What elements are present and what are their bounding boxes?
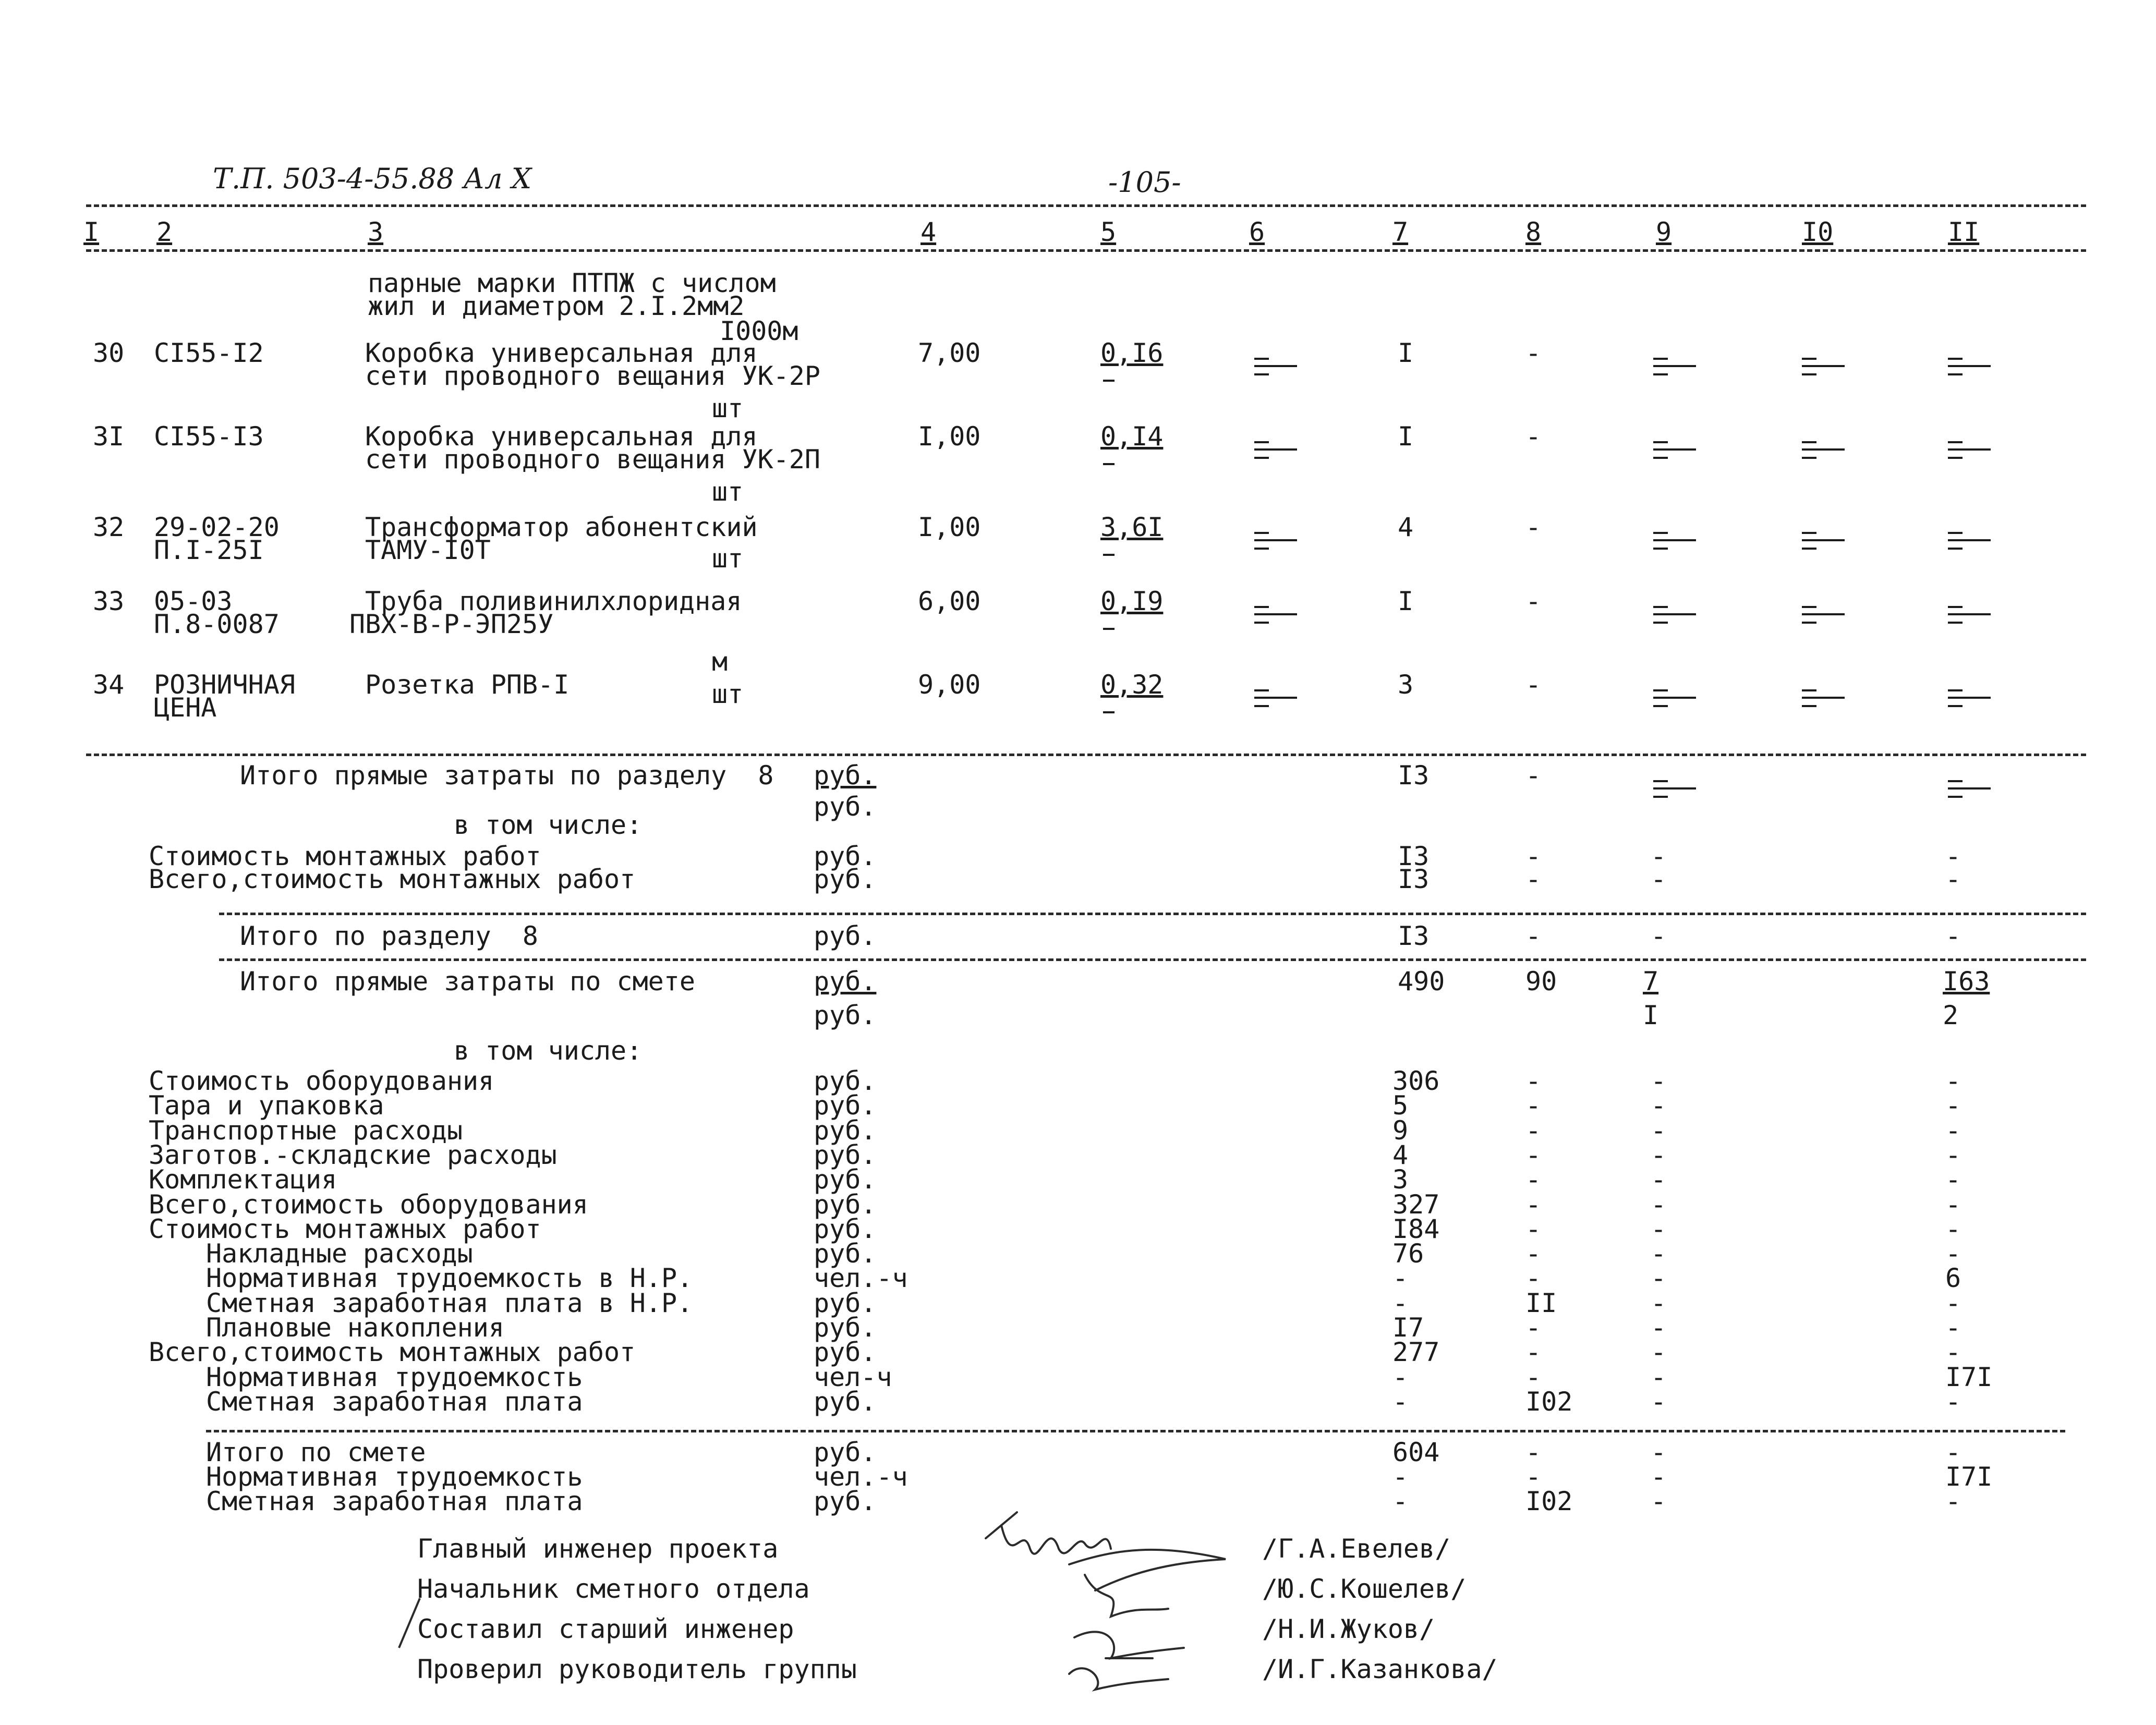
- section-direct-costs-col7: I3: [1398, 760, 1430, 791]
- estimate-total-col8: -: [1525, 1437, 1542, 1467]
- doc-code: Т.П. 503-4-55.88 Ал X: [213, 162, 532, 195]
- signatory-role: Главный инженер проекта: [417, 1534, 779, 1564]
- section-direct-costs-label: Итого прямые затраты по разделу 8: [240, 760, 774, 791]
- including-label: в том числе:: [454, 810, 643, 840]
- row-code: РОЗНИЧНАЯ: [154, 670, 295, 700]
- summary-line-col8: -: [1525, 841, 1542, 871]
- summary-line-col11: -: [1945, 1115, 1961, 1146]
- dashed-rule: [206, 1430, 2065, 1432]
- estimate-total-col7: -: [1392, 1486, 1409, 1516]
- summary-line-col11: -: [1945, 1337, 1961, 1368]
- row-description: ТАМУ-I0Т: [365, 535, 491, 565]
- row-code: П.8-0087: [154, 609, 280, 639]
- summary-line-col7: I3: [1398, 864, 1430, 894]
- summary-line-col11: -: [1945, 1386, 1961, 1417]
- summary-line-col11: -: [1945, 864, 1961, 894]
- summary-line-col7: 3: [1392, 1164, 1409, 1195]
- estimate-total-unit: руб.: [814, 1486, 877, 1516]
- summary-line-col8: -: [1525, 1066, 1542, 1096]
- estimate-total-col9: -: [1651, 1462, 1667, 1492]
- estimate-total-col11: I7I: [1945, 1462, 1993, 1492]
- estimate-direct-costs-col11: 2: [1943, 1000, 1959, 1030]
- row-code: CI55-I3: [154, 421, 264, 452]
- summary-line-col8: -: [1525, 1090, 1542, 1121]
- summary-line-label: Нормативная трудоемкость в Н.Р.: [206, 1263, 693, 1294]
- summary-line-col9: -: [1651, 841, 1667, 871]
- summary-line-col8: -: [1525, 1238, 1542, 1269]
- column-header: 6: [1249, 217, 1265, 247]
- summary-line-col7: 76: [1392, 1238, 1424, 1269]
- row-unit-price: 0,I9: [1100, 586, 1164, 616]
- summary-line-col11: -: [1945, 1189, 1961, 1220]
- row-unit: шт: [712, 477, 744, 507]
- summary-line-col7: -: [1392, 1263, 1409, 1294]
- summary-line-label: Всего,стоимость монтажных работ: [149, 1337, 636, 1368]
- row-code: ЦЕНА: [154, 693, 217, 723]
- row-col8: -: [1525, 670, 1542, 700]
- estimate-total-label: Нормативная трудоемкость: [206, 1462, 583, 1492]
- estimate-direct-costs-col9: I: [1643, 1000, 1659, 1030]
- row-col7: I: [1398, 338, 1414, 368]
- estimate-total-unit: чел.-ч: [814, 1462, 908, 1492]
- summary-line-col8: -: [1525, 864, 1542, 894]
- summary-line-col11: -: [1945, 1213, 1961, 1244]
- summary-line-col8: -: [1525, 1313, 1542, 1343]
- summary-line-col8: -: [1525, 1213, 1542, 1244]
- summary-line-col11: -: [1945, 1139, 1961, 1170]
- summary-line-col9: -: [1651, 864, 1667, 894]
- row-quantity: I,00: [918, 421, 981, 452]
- column-header: II: [1948, 217, 1980, 247]
- dash-mark: [1103, 628, 1115, 630]
- row-quantity: 7,00: [918, 338, 981, 368]
- summary-line-label: Сметная заработная плата в Н.Р.: [206, 1287, 693, 1318]
- column-header: I: [83, 217, 100, 247]
- summary-line-col8: -: [1525, 1164, 1542, 1195]
- header-rule: [86, 204, 2086, 207]
- ditto-mark: [1648, 355, 1695, 381]
- ditto-mark: [1648, 603, 1695, 629]
- column-header: 2: [156, 217, 173, 247]
- summary-line-col9: -: [1651, 1263, 1667, 1294]
- ditto-mark: [1249, 603, 1296, 629]
- row-col8: -: [1525, 421, 1542, 452]
- section-direct-costs-col8: -: [1525, 760, 1542, 791]
- ditto-mark: [1943, 355, 1990, 381]
- row-unit-price: 0,I6: [1100, 338, 1164, 368]
- summary-line-col11: I7I: [1945, 1362, 1993, 1392]
- row-description: ПВХ-В-Р-ЭП25У: [349, 609, 554, 639]
- estimate-direct-costs-col9: 7: [1643, 966, 1659, 997]
- column-header: 5: [1100, 217, 1117, 247]
- ditto-mark: [1249, 355, 1296, 381]
- row-col7: 4: [1398, 512, 1414, 542]
- row-description: Коробка универсальная для: [365, 338, 758, 368]
- summary-line-col7: 9: [1392, 1115, 1409, 1146]
- section-total-col9: -: [1651, 921, 1667, 951]
- row-quantity: 9,00: [918, 670, 981, 700]
- dashed-rule: [219, 913, 2086, 915]
- estimate-total-col9: -: [1651, 1437, 1667, 1467]
- summary-line-col7: -: [1392, 1386, 1409, 1417]
- ditto-mark: [1797, 686, 1844, 712]
- summary-line-col8: -: [1525, 1362, 1542, 1392]
- summary-line-col11: 6: [1945, 1263, 1961, 1294]
- column-header: 9: [1656, 217, 1672, 247]
- estimate-total-label: Итого по смете: [206, 1437, 426, 1467]
- section-total-col8: -: [1525, 921, 1542, 951]
- row-code: 05-03: [154, 586, 233, 616]
- column-header: 3: [368, 217, 384, 247]
- ditto-mark: [1249, 686, 1296, 712]
- dashed-rule: [219, 958, 2086, 961]
- summary-line-label: Заготов.-складские расходы: [149, 1139, 557, 1170]
- row-number: 32: [93, 512, 125, 542]
- summary-line-col11: -: [1945, 841, 1961, 871]
- dash-mark: [1103, 380, 1115, 382]
- dash-mark: [1103, 711, 1115, 713]
- row-unit-price: 3,6I: [1100, 512, 1164, 542]
- pen-mark: [394, 1596, 425, 1653]
- item-unit: I000м: [720, 316, 798, 346]
- summary-line-unit: руб.: [814, 1189, 877, 1220]
- row-code: 29-02-20: [154, 512, 280, 542]
- ditto-mark: [1648, 686, 1695, 712]
- summary-line-label: Стоимость оборудования: [149, 1066, 494, 1096]
- summary-line-unit: чел-ч: [814, 1362, 892, 1392]
- column-header: I0: [1802, 217, 1834, 247]
- row-col8: -: [1525, 512, 1542, 542]
- summary-line-col9: -: [1651, 1386, 1667, 1417]
- summary-line-col9: -: [1651, 1066, 1667, 1096]
- column-header: 4: [920, 217, 937, 247]
- section-total-label: Итого по разделу 8: [240, 921, 538, 951]
- summary-line-col8: -: [1525, 1115, 1542, 1146]
- unit-label: руб.: [814, 792, 877, 822]
- summary-line-col11: -: [1945, 1090, 1961, 1121]
- ditto-mark: [1249, 529, 1296, 555]
- summary-line-col7: 5: [1392, 1090, 1409, 1121]
- ditto-mark: [1797, 355, 1844, 381]
- summary-line-unit: руб.: [814, 1164, 877, 1195]
- row-number: 30: [93, 338, 125, 368]
- ditto-mark: [1943, 603, 1990, 629]
- unit-label: руб.: [814, 1000, 877, 1030]
- summary-line-col9: -: [1651, 1139, 1667, 1170]
- summary-line-col7: I3: [1398, 841, 1430, 871]
- signatory-role: Проверил руководитель группы: [417, 1654, 857, 1684]
- row-unit: шт: [712, 543, 744, 574]
- summary-line-col9: -: [1651, 1287, 1667, 1318]
- summary-line-unit: руб.: [814, 864, 877, 894]
- row-description: сети проводного вещания УК-2П: [365, 444, 820, 475]
- summary-line-label: Сметная заработная плата: [206, 1386, 583, 1417]
- summary-line-label: Нормативная трудоемкость: [206, 1362, 583, 1392]
- estimate-total-col11: -: [1945, 1486, 1961, 1516]
- summary-line-unit: руб.: [814, 1337, 877, 1368]
- ditto-mark: [1943, 529, 1990, 555]
- summary-line-unit: руб.: [814, 1238, 877, 1269]
- summary-line-label: Стоимость монтажных работ: [149, 1213, 541, 1244]
- summary-line-col9: -: [1651, 1164, 1667, 1195]
- summary-line-label: Всего,стоимость монтажных работ: [149, 864, 636, 894]
- summary-line-unit: руб.: [814, 1115, 877, 1146]
- row-quantity: I,00: [918, 512, 981, 542]
- summary-line-unit: руб.: [814, 1139, 877, 1170]
- estimate-direct-costs-label: Итого прямые затраты по смете: [240, 966, 695, 997]
- ditto-mark: [1797, 529, 1844, 555]
- summary-line-col7: 306: [1392, 1066, 1440, 1096]
- row-col7: 3: [1398, 670, 1414, 700]
- row-description: Розетка РПВ-I: [365, 670, 570, 700]
- summary-line-unit: руб.: [814, 841, 877, 871]
- ditto-mark: [1648, 438, 1695, 464]
- summary-line-col8: -: [1525, 1189, 1542, 1220]
- summary-line-col11: -: [1945, 1164, 1961, 1195]
- item-description: жил и диаметром 2.I.2мм2: [368, 291, 745, 321]
- estimate-direct-costs-col8: 90: [1525, 966, 1557, 997]
- section-total-col11: -: [1945, 921, 1961, 951]
- summary-line-col11: -: [1945, 1287, 1961, 1318]
- summary-line-col7: 277: [1392, 1337, 1440, 1368]
- row-unit-price: 0,I4: [1100, 421, 1164, 452]
- dash-mark: [1103, 554, 1115, 556]
- column-header-rule: [86, 249, 2086, 252]
- summary-line-col9: -: [1651, 1189, 1667, 1220]
- row-number: 3I: [93, 421, 125, 452]
- summary-line-label: Всего,стоимость оборудования: [149, 1189, 588, 1220]
- summary-line-col8: II: [1525, 1287, 1557, 1318]
- summary-line-col7: -: [1392, 1362, 1409, 1392]
- row-col7: I: [1398, 586, 1414, 616]
- row-description: Коробка универсальная для: [365, 421, 758, 452]
- summary-line-label: Транспортные расходы: [149, 1115, 463, 1146]
- signatory-role: Начальник сметного отдела: [417, 1574, 810, 1604]
- summary-line-col9: -: [1651, 1313, 1667, 1343]
- row-col8: -: [1525, 338, 1542, 368]
- estimate-total-col7: 604: [1392, 1437, 1440, 1467]
- summary-line-col7: I7: [1392, 1313, 1424, 1343]
- row-col8: -: [1525, 586, 1542, 616]
- page-number: -105-: [1108, 166, 1181, 199]
- summary-line-col8: -: [1525, 1263, 1542, 1294]
- ditto-mark: [1943, 438, 1990, 464]
- including-label: в том числе:: [454, 1036, 643, 1066]
- summary-line-col9: -: [1651, 1337, 1667, 1368]
- summary-line-unit: руб.: [814, 1313, 877, 1343]
- row-number: 34: [93, 670, 125, 700]
- estimate-total-col8: -: [1525, 1462, 1542, 1492]
- summary-line-col7: -: [1392, 1287, 1409, 1318]
- section-total-col7: I3: [1398, 921, 1430, 951]
- summary-line-col8: -: [1525, 1139, 1542, 1170]
- summary-line-col7: 4: [1392, 1139, 1409, 1170]
- summary-line-label: Накладные расходы: [206, 1238, 473, 1269]
- summary-line-unit: чел.-ч: [814, 1263, 908, 1294]
- row-description: сети проводного вещания УК-2Р: [365, 361, 820, 391]
- estimate-total-col7: -: [1392, 1462, 1409, 1492]
- section-total-unit: руб.: [814, 921, 877, 951]
- row-col7: I: [1398, 421, 1414, 452]
- summary-line-unit: руб.: [814, 1066, 877, 1096]
- dashed-rule: [86, 754, 2086, 756]
- signatory-role: Составил старший инженер: [417, 1614, 794, 1644]
- summary-line-col9: -: [1651, 1238, 1667, 1269]
- summary-line-col9: -: [1651, 1115, 1667, 1146]
- summary-line-unit: руб.: [814, 1386, 877, 1417]
- summary-line-label: Комплектация: [149, 1164, 337, 1195]
- column-header: 7: [1392, 217, 1409, 247]
- ditto-mark: [1943, 777, 1990, 803]
- estimate-total-unit: руб.: [814, 1437, 877, 1467]
- row-unit-price: 0,32: [1100, 670, 1164, 700]
- estimate-direct-costs-col7: 490: [1398, 966, 1445, 997]
- unit-label: руб.: [814, 966, 877, 997]
- handwritten-signatures: [980, 1502, 1252, 1710]
- estimate-total-col8: I02: [1525, 1486, 1573, 1516]
- summary-line-unit: руб.: [814, 1090, 877, 1121]
- summary-line-col7: 327: [1392, 1189, 1440, 1220]
- signatory-name: /Н.И.Жуков/: [1262, 1614, 1435, 1644]
- row-unit: шт: [712, 393, 744, 423]
- row-number: 33: [93, 586, 125, 616]
- summary-line-unit: руб.: [814, 1213, 877, 1244]
- row-code: П.I-25I: [154, 535, 264, 565]
- summary-line-col9: -: [1651, 1362, 1667, 1392]
- column-header: 8: [1525, 217, 1542, 247]
- summary-line-col9: -: [1651, 1090, 1667, 1121]
- ditto-mark: [1943, 686, 1990, 712]
- summary-line-col11: -: [1945, 1066, 1961, 1096]
- estimate-direct-costs-col11: I63: [1943, 966, 1990, 997]
- estimate-total-label: Сметная заработная плата: [206, 1486, 583, 1516]
- ditto-mark: [1648, 777, 1695, 803]
- row-quantity: 6,00: [918, 586, 981, 616]
- summary-line-label: Плановые накопления: [206, 1313, 504, 1343]
- ditto-mark: [1249, 438, 1296, 464]
- summary-line-label: Стоимость монтажных работ: [149, 841, 541, 871]
- row-code: CI55-I2: [154, 338, 264, 368]
- signatory-name: /Ю.С.Кошелев/: [1262, 1574, 1467, 1604]
- row-description: Труба поливинилхлоридная: [365, 586, 742, 616]
- item-description: парные марки ПТПЖ с числом: [368, 268, 776, 298]
- ditto-mark: [1648, 529, 1695, 555]
- summary-line-col11: -: [1945, 1238, 1961, 1269]
- estimate-total-col11: -: [1945, 1437, 1961, 1467]
- row-description: Трансформатор абонентский: [365, 512, 758, 542]
- signatory-name: /Г.А.Евелев/: [1262, 1534, 1451, 1564]
- row-unit: шт: [712, 679, 744, 709]
- summary-line-label: Тара и упаковка: [149, 1090, 384, 1121]
- summary-line-col11: -: [1945, 1313, 1961, 1343]
- signatory-name: /И.Г.Казанкова/: [1262, 1654, 1498, 1684]
- summary-line-unit: руб.: [814, 1287, 877, 1318]
- summary-line-col8: I02: [1525, 1386, 1573, 1417]
- estimate-total-col9: -: [1651, 1486, 1667, 1516]
- ditto-mark: [1797, 603, 1844, 629]
- unit-label: руб.: [814, 760, 877, 791]
- ditto-mark: [1797, 438, 1844, 464]
- dash-mark: [1103, 463, 1115, 465]
- summary-line-col9: -: [1651, 1213, 1667, 1244]
- row-unit: м: [712, 647, 728, 677]
- summary-line-col8: -: [1525, 1337, 1542, 1368]
- summary-line-col7: I84: [1392, 1213, 1440, 1244]
